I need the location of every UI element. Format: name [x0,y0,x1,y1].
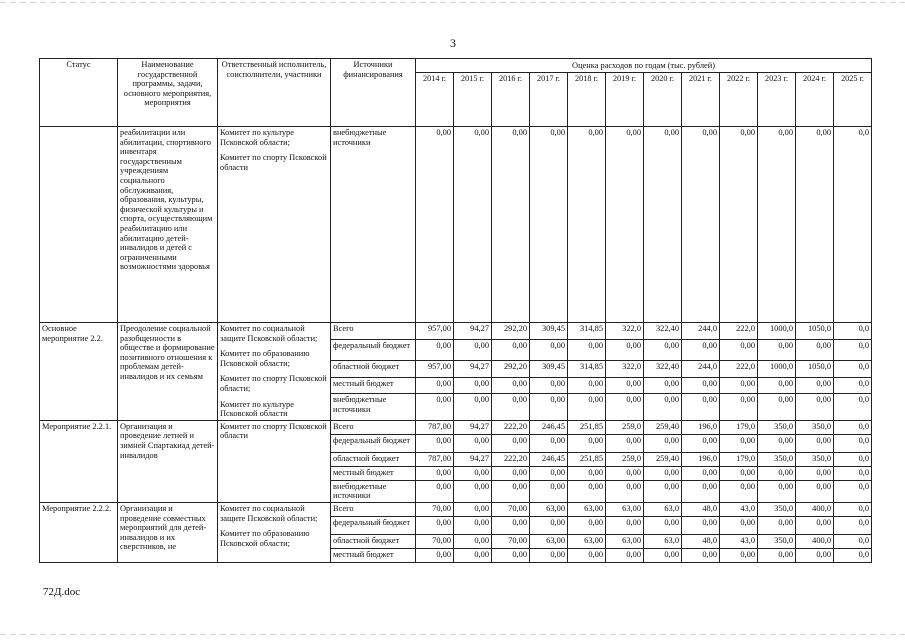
value-cell: 251,85 [568,452,606,466]
value-cell: 63,00 [568,534,606,548]
value-cell: 0,00 [568,339,606,360]
value-cell: 70,00 [416,502,454,516]
value-cell: 63,0 [644,502,682,516]
value-cell: 0,00 [568,480,606,502]
value-cell: 0,00 [758,127,796,323]
footer-file-name: 72Д.doc [43,586,81,598]
value-cell: 309,45 [530,323,568,340]
value-cell: 0,00 [568,394,606,420]
header-year: 2018 г. [568,73,606,127]
value-cell: 0,00 [416,434,454,452]
value-cell: 0,00 [606,394,644,420]
value-cell: 0,00 [682,480,720,502]
scan-artifact-bottom [0,634,905,635]
value-cell: 0,00 [644,339,682,360]
funding-source: местный бюджет [331,377,416,394]
value-cell: 0,0 [834,466,872,480]
value-cell: 70,00 [492,534,530,548]
header-status: Статус [40,59,118,127]
value-cell: 63,00 [530,502,568,516]
value-cell: 1050,0 [796,361,834,378]
value-cell: 0,00 [796,548,834,562]
header-year: 2016 г. [492,73,530,127]
value-cell: 0,00 [492,516,530,534]
value-cell: 48,0 [682,534,720,548]
value-cell: 0,0 [834,339,872,360]
value-cell: 222,20 [492,452,530,466]
value-cell: 0,00 [796,480,834,502]
funding-source: местный бюджет [331,466,416,480]
funding-source: областной бюджет [331,534,416,548]
value-cell: 957,00 [416,361,454,378]
table-row [40,420,872,434]
value-cell: 0,00 [644,434,682,452]
value-cell: 0,00 [454,534,492,548]
value-cell: 0,00 [568,377,606,394]
value-cell: 0,00 [644,466,682,480]
value-cell: 0,00 [492,548,530,562]
value-cell: 1000,0 [758,361,796,378]
value-cell: 0,00 [454,339,492,360]
value-cell: 0,00 [720,339,758,360]
value-cell: 350,0 [758,420,796,434]
value-cell: 63,00 [606,502,644,516]
value-cell: 94,27 [454,361,492,378]
value-cell: 350,0 [758,502,796,516]
header-year: 2020 г. [644,73,682,127]
row-status: Основное мероприятие 2.2. [40,323,118,421]
value-cell: 0,0 [834,377,872,394]
value-cell: 0,00 [568,127,606,323]
value-cell: 0,00 [644,480,682,502]
value-cell: 0,00 [416,127,454,323]
value-cell: 350,0 [758,452,796,466]
value-cell: 0,0 [834,434,872,452]
value-cell: 0,00 [758,548,796,562]
header-year: 2024 г. [796,73,834,127]
value-cell: 0,0 [834,548,872,562]
value-cell: 0,00 [682,548,720,562]
continuation-status [40,127,118,323]
value-cell: 0,00 [720,394,758,420]
value-cell: 0,00 [796,377,834,394]
value-cell: 0,00 [606,548,644,562]
header-year: 2022 г. [720,73,758,127]
table-row [40,502,872,516]
value-cell: 0,00 [606,516,644,534]
funding-source: федеральный бюджет [331,434,416,452]
value-cell: 0,00 [720,480,758,502]
value-cell: 0,00 [758,480,796,502]
value-cell: 0,00 [416,394,454,420]
continuation-responsible-1: Комитет по культуре Псковской области; [220,128,294,147]
value-cell: 48,0 [682,502,720,516]
value-cell: 244,0 [682,361,720,378]
header-name: Наименование государственной программы, задачи, основного мероприятия, мероприятия [118,59,218,127]
responsible-entry: Комитет по образованию Псковской области; [220,349,310,368]
value-cell: 94,27 [454,420,492,434]
funding-source: областной бюджет [331,361,416,378]
value-cell: 0,0 [834,361,872,378]
value-cell: 0,00 [454,377,492,394]
value-cell: 0,0 [834,323,872,340]
value-cell: 0,00 [454,502,492,516]
header-year: 2025 г. [834,73,872,127]
value-cell: 1050,0 [796,323,834,340]
value-cell: 0,00 [758,377,796,394]
value-cell: 0,00 [454,394,492,420]
value-cell: 94,27 [454,323,492,340]
header-year: 2021 г. [682,73,720,127]
value-cell: 350,0 [758,534,796,548]
value-cell: 0,00 [416,548,454,562]
value-cell: 0,00 [530,377,568,394]
value-cell: 63,00 [606,534,644,548]
value-cell: 350,0 [796,452,834,466]
value-cell: 0,00 [644,394,682,420]
value-cell: 0,00 [682,127,720,323]
value-cell: 322,40 [644,323,682,340]
value-cell: 0,00 [682,434,720,452]
scan-artifact-top [0,2,905,3]
row-responsible [218,502,331,562]
funding-source: внебюджетные источники [331,480,416,502]
continuation-responsible-2: Комитет по спорту Псковской области [220,153,327,172]
value-cell: 0,00 [606,127,644,323]
funding-source: Всего [331,323,416,340]
value-cell: 259,0 [606,420,644,434]
value-cell: 0,0 [834,480,872,502]
value-cell: 0,0 [834,516,872,534]
value-cell: 0,00 [530,434,568,452]
value-cell: 0,00 [720,466,758,480]
value-cell: 0,00 [530,480,568,502]
value-cell: 0,00 [758,466,796,480]
continuation-source: внебюджетные источники [331,127,416,323]
value-cell: 0,00 [796,516,834,534]
value-cell: 0,00 [682,339,720,360]
value-cell: 63,00 [530,534,568,548]
value-cell: 0,00 [682,377,720,394]
value-cell: 1000,0 [758,323,796,340]
value-cell: 322,40 [644,361,682,378]
row-name: Организация и проведение совместных мероприятий для детей-инвалидов и их сверстников, не [118,502,218,562]
value-cell: 0,00 [530,394,568,420]
row-responsible [218,323,331,421]
value-cell: 0,0 [834,502,872,516]
value-cell: 244,0 [682,323,720,340]
value-cell: 0,00 [568,516,606,534]
value-cell: 63,0 [644,534,682,548]
value-cell: 0,0 [834,452,872,466]
value-cell: 0,00 [416,480,454,502]
value-cell: 0,0 [834,420,872,434]
value-cell: 0,00 [492,480,530,502]
value-cell: 0,00 [530,127,568,323]
value-cell: 0,00 [758,394,796,420]
value-cell: 43,0 [720,502,758,516]
value-cell: 0,0 [834,127,872,323]
value-cell: 222,0 [720,361,758,378]
value-cell: 322,0 [606,323,644,340]
header-year: 2019 г. [606,73,644,127]
value-cell: 0,00 [682,516,720,534]
value-cell: 0,00 [492,339,530,360]
value-cell: 0,00 [796,466,834,480]
value-cell: 179,0 [720,452,758,466]
responsible-entry: Комитет по спорту Псковской области [220,421,327,441]
value-cell: 309,45 [530,361,568,378]
continuation-name: реабилитации или абилитации, спортивного инвентаря государственным учреждениям социального обслуживания, образования, культуры, физической культуры и спорта, осуществляющим реабилитацию или абилитацию детей-инвалидов и детей с ограниченными возможностями здоровья [118,127,218,323]
value-cell: 0,00 [796,434,834,452]
row-status: Мероприятие 2.2.2. [40,502,118,562]
value-cell: 94,27 [454,452,492,466]
value-cell: 0,00 [720,434,758,452]
header-year: 2014 г. [416,73,454,127]
value-cell: 196,0 [682,452,720,466]
value-cell: 179,0 [720,420,758,434]
continuation-responsible [218,127,331,323]
value-cell: 314,85 [568,323,606,340]
row-name: Организация и проведение летней и зимней Спартакиад детей-инвалидов [118,420,218,502]
header-responsible: Ответственный исполнитель, соисполнители, участники [218,59,331,127]
value-cell: 400,0 [796,502,834,516]
value-cell: 0,00 [416,466,454,480]
value-cell: 0,00 [530,548,568,562]
value-cell: 787,00 [416,420,454,434]
value-cell: 0,00 [530,466,568,480]
responsible-entry: Комитет по спорту Псковской области; [220,374,327,393]
value-cell: 292,20 [492,323,530,340]
value-cell: 0,00 [606,339,644,360]
value-cell: 0,00 [720,377,758,394]
value-cell: 0,00 [644,516,682,534]
value-cell: 0,00 [492,394,530,420]
header-sources: Источники финансирования [331,59,416,127]
value-cell: 63,00 [568,502,606,516]
value-cell: 0,00 [720,548,758,562]
value-cell: 0,00 [568,466,606,480]
value-cell: 222,20 [492,420,530,434]
header-year: 2017 г. [530,73,568,127]
value-cell: 787,00 [416,452,454,466]
row-responsible [218,420,331,502]
value-cell: 0,0 [834,534,872,548]
funding-source: внебюджетные источники [331,394,416,420]
responsible-entry: Комитет по социальной защите Псковской области; [220,324,318,343]
value-cell: 0,00 [492,434,530,452]
value-cell: 246,45 [530,452,568,466]
value-cell: 0,00 [682,466,720,480]
value-cell: 259,0 [606,452,644,466]
value-cell: 0,00 [416,377,454,394]
value-cell: 0,00 [644,127,682,323]
value-cell: 222,0 [720,323,758,340]
funding-source: Всего [331,502,416,516]
value-cell: 0,00 [568,434,606,452]
value-cell: 0,00 [416,339,454,360]
value-cell: 0,00 [492,377,530,394]
value-cell: 0,00 [606,434,644,452]
value-cell: 246,45 [530,420,568,434]
funding-source: федеральный бюджет [331,516,416,534]
value-cell: 0,00 [492,127,530,323]
value-cell: 0,00 [454,480,492,502]
value-cell: 251,85 [568,420,606,434]
funding-source: местный бюджет [331,548,416,562]
value-cell: 259,40 [644,452,682,466]
value-cell: 70,00 [416,534,454,548]
value-cell: 43,0 [720,534,758,548]
value-cell: 0,00 [796,127,834,323]
value-cell: 0,00 [796,394,834,420]
value-cell: 0,00 [454,466,492,480]
page-number: 3 [450,36,456,50]
value-cell: 0,00 [758,434,796,452]
value-cell: 0,00 [454,434,492,452]
value-cell: 0,00 [416,516,454,534]
value-cell: 0,00 [796,339,834,360]
header-year: 2015 г. [454,73,492,127]
responsible-entry: Комитет по социальной защите Псковской области; [220,503,318,523]
value-cell: 0,00 [454,127,492,323]
value-cell: 350,0 [796,420,834,434]
value-cell: 0,00 [454,516,492,534]
value-cell: 0,00 [682,394,720,420]
value-cell: 314,85 [568,361,606,378]
funding-source: федеральный бюджет [331,339,416,360]
row-name: Преодоление социальной разобщенности в обществе и формирование позитивного отношения к проблемам детей-инвалидов и их семьям [118,323,218,421]
responsible-entry: Комитет по культуре Псковской области [220,399,294,419]
value-cell: 259,40 [644,420,682,434]
value-cell: 0,00 [530,339,568,360]
value-cell: 0,00 [720,516,758,534]
value-cell: 0,00 [492,466,530,480]
budget-table [39,58,872,563]
row-status: Мероприятие 2.2.1. [40,420,118,502]
value-cell: 0,00 [644,548,682,562]
value-cell: 322,0 [606,361,644,378]
header-estimate: Оценка расходов по годам (тыс. рублей) [416,59,872,73]
funding-source: Всего [331,420,416,434]
value-cell: 0,00 [720,127,758,323]
value-cell: 0,00 [758,339,796,360]
value-cell: 0,00 [758,516,796,534]
funding-source: областной бюджет [331,452,416,466]
value-cell: 957,00 [416,323,454,340]
value-cell: 0,00 [454,548,492,562]
value-cell: 0,00 [606,480,644,502]
responsible-entry: Комитет по образованию Псковской области; [220,529,310,548]
header-year: 2023 г. [758,73,796,127]
value-cell: 196,0 [682,420,720,434]
value-cell: 0,00 [568,548,606,562]
value-cell: 0,00 [644,377,682,394]
value-cell: 0,00 [530,516,568,534]
value-cell: 70,00 [492,502,530,516]
value-cell: 0,00 [606,377,644,394]
value-cell: 0,0 [834,394,872,420]
value-cell: 0,00 [606,466,644,480]
value-cell: 400,0 [796,534,834,548]
value-cell: 292,20 [492,361,530,378]
table-row [40,323,872,340]
